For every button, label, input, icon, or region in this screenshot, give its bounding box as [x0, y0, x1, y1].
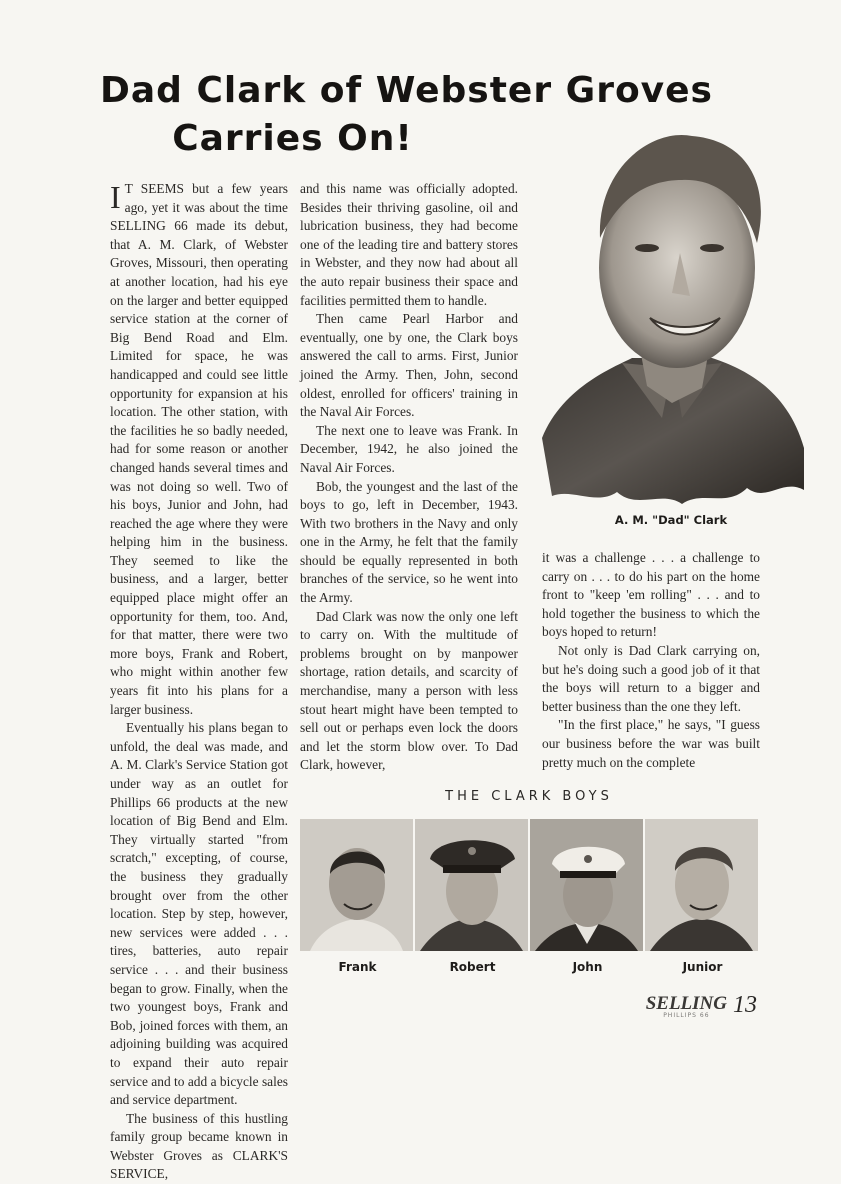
article-paragraph: Then came Pearl Harbor and eventually, one by one, the Clark boys answered the call to arms. First, Junior joined the Army. Then, John, second oldest, enrolled for officers' training in the Naval Air Forces. — [300, 311, 518, 420]
article-paragraph: "In the first place," he says, "I guess our business before the war was built pretty much on the complete — [542, 717, 760, 770]
name-junior: Junior — [682, 960, 723, 974]
photo-robert — [415, 819, 528, 951]
page-footer — [646, 992, 757, 1019]
article-paragraph: Bob, the youngest and the last of the boys to go, left in December, 1943. With two brothers in the Navy and only one in the Army, he felt that the family should be equally represented in both branches of the service, so he went into the Army. — [300, 478, 518, 606]
article-column-3 — [542, 549, 760, 772]
name-john: John — [572, 960, 603, 974]
brand-subtitle: PHILLIPS 66 — [663, 1012, 710, 1019]
article-column-1 — [110, 180, 288, 1184]
headline-line-1: Dad Clark of Webster Groves — [100, 70, 713, 111]
clark-boys-names — [300, 960, 760, 974]
article-paragraph: The business of this hustling family group became known in Webster Groves as CLARK'S SERVICE, — [110, 1110, 288, 1182]
clark-boys-photo-strip — [300, 819, 760, 951]
name-frank: Frank — [338, 960, 377, 974]
paragraph-text: T SEEMS but a few years ago, yet it was about the time SELLING 66 made its debut, that A. M. Clark, of Webster Groves, Missouri, then operating at another location, had his eye on the larger and better equipped service station at the corner of Big Bend Road and Elm. Limited for space, he was handicapped and could see little opportunity for expansion at his location. The other station, with the facilities he so badly needed, had for some reason or another changed hands several times and was not doing so well. Two of his boys, Junior and John, had reached the age where they were helping him in the business. They seemed to like the business, and a larger, better equipped place might offer an opportunity for them, too. And, for that matter, there were two more boys, Frank and Robert, who might within another few years fit into his plans for a larger business. — [110, 181, 288, 717]
clark-boys-title: THE CLARK BOYS — [445, 789, 613, 804]
headline-line-2: Carries On! — [172, 118, 413, 159]
article-paragraph: Not only is Dad Clark carrying on, but he's doing such a good job of it that the boys will return to a bigger and better business than the one they left. — [542, 642, 760, 714]
page-number: 13 — [733, 992, 757, 1018]
name-robert: Robert — [449, 960, 496, 974]
article-paragraph: Dad Clark was now the only one left to carry on. With the multitude of problems brought on by manpower shortage, ration details, and scarcity of merchandise, many a person with less stout heart might have been tempted to sell out or perhaps even lock the doors and let the storm blow over. To Dad Clark, however, — [300, 608, 518, 773]
article-paragraph — [110, 180, 288, 719]
article-paragraph: it was a challenge . . . a challenge to carry on . . . to do his part on the home front to "keep 'em rolling" . . . and to hold together the business to which the boys hoped to return! — [542, 550, 760, 640]
article-paragraph: The next one to leave was Frank. In December, 1942, he also joined the Naval Air Forces. — [300, 422, 518, 475]
portrait-photo — [542, 118, 804, 510]
portrait-caption: A. M. "Dad" Clark — [614, 513, 728, 527]
drop-cap: I — [110, 179, 121, 215]
photo-frank — [300, 819, 413, 951]
brand-name: SELLING — [645, 993, 727, 1014]
photo-john — [530, 819, 643, 951]
article-paragraph: and this name was officially adopted. Besides their thriving gasoline, oil and lubrication business, they had become one of the leading tire and battery stores in Webster, and they now had about all the auto repair business their space and facilities permitted them to handle. — [300, 181, 518, 308]
brand-logo — [646, 993, 727, 1019]
article-column-2 — [300, 180, 518, 775]
photo-junior — [645, 819, 758, 951]
article-paragraph: Eventually his plans began to unfold, the deal was made, and A. M. Clark's Service Station got under way as an outlet for Phillips 66 products at the new location of Big Bend and Elm. They virtually started "from scratch," excepting, of course, the business they gradually brought over from the other location. Step by step, however, new services were added . . . tires, batteries, auto repair service . . . and their business began to grow. Finally, when the two youngest boys, Frank and Bob, joined forces with them, an adjoining building was acquired to expand their auto repair service and to add a bicycle sales and service department. — [110, 720, 288, 1108]
